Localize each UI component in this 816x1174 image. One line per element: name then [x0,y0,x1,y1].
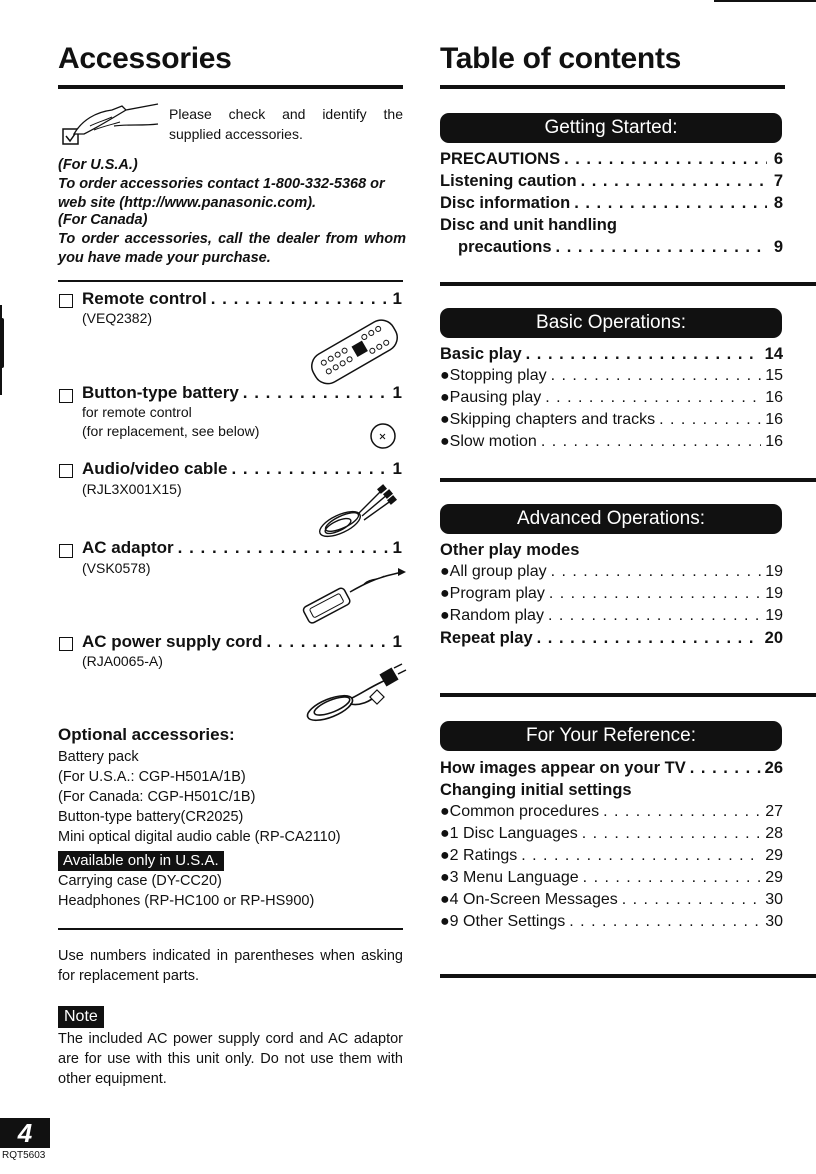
toc-entry-label: ●3 Menu Language [440,869,579,886]
toc-entry-label: ●Slow motion [440,433,537,450]
toc-entry-label: ●All group play [440,563,547,580]
item-model: (RJA0065-A) [82,653,163,669]
toc-entry[interactable] [440,345,783,364]
toc-entry-page: 16 [765,411,783,428]
item-model: (RJL3X001X15) [82,481,182,497]
toc-entry-page: 29 [765,869,783,886]
usa-only-item: Carrying case (DY-CC20) [58,873,222,889]
item-description: (for replacement, see below) [82,423,260,439]
item-qty: 1 [392,289,402,308]
toc-entry-label: Changing initial settings [440,781,632,799]
canada-order-text: To order accessories, call the dealer from whom you have made your purchase. [58,231,406,266]
toc-entry[interactable] [440,869,783,887]
toc-entry-label: PRECAUTIONS [440,150,561,168]
toc-entry[interactable] [440,891,783,909]
section-heading-getting-started: Getting Started: [440,113,782,143]
section-rule [440,478,816,482]
toc-entry[interactable] [440,367,783,385]
section-rule [440,974,816,978]
toc-entry-page: 30 [765,913,783,930]
ac-adaptor-icon [298,566,408,624]
toc-entry-label: ●Pausing play [440,389,542,406]
toc-entry[interactable] [440,759,783,778]
document-code: RQT5603 [2,1150,46,1161]
toc-entry-label: ●1 Disc Languages [440,825,578,842]
toc-entry-page: 9 [773,238,783,256]
item-model: (VEQ2382) [82,310,153,326]
toc-entry-label: Repeat play [440,629,533,647]
item-name: AC power supply cord [82,632,263,651]
toc-entry-label: How images appear on your TV [440,759,686,777]
usa-label: (For U.S.A.) [58,157,138,173]
title-rule [440,85,785,89]
optional-item: (For Canada: CGP-H501C/1B) [58,789,256,805]
toc-entry-page: 28 [765,825,783,842]
toc-entry[interactable] [458,238,783,257]
toc-entry-page: 6 [773,150,783,168]
toc-entry-label: ●2 Ratings [440,847,518,864]
item-button-battery [82,383,402,403]
toc-entry-page: 14 [764,345,783,363]
title-rule [58,85,403,89]
toc-entry-label: ●Skipping chapters and tracks [440,411,656,428]
item-qty: 1 [392,459,402,478]
toc-entry-page: 16 [765,389,783,406]
section-rule [440,693,816,697]
optional-accessories-title: Optional accessories: [58,725,235,744]
item-name: Remote control [82,289,207,308]
toc-entry[interactable] [440,194,783,213]
toc-entry[interactable] [440,433,783,451]
toc-entry[interactable] [440,913,783,931]
accessories-title: Accessories [58,42,232,75]
optional-item: Mini optical digital audio cable (RP-CA2110) [58,829,341,845]
toc-entry[interactable] [440,847,783,865]
toc-entry-label: ●Program play [440,585,545,602]
toc-entry-page: 27 [765,803,783,820]
section-heading-for-your-reference: For Your Reference: [440,721,782,751]
toc-entry-page: 20 [764,629,783,647]
toc-entry-label: precautions [458,238,552,256]
corner-mark [714,0,816,2]
optional-item: Button-type battery(CR2025) [58,809,244,825]
toc-entry-label: Disc and unit handling [440,216,617,234]
toc-entry[interactable] [440,389,783,407]
optional-item: Battery pack [58,749,139,765]
usa-order-text: To order accessories contact 1-800-332-5368 or web site (http://www.panasonic.com). [58,176,385,211]
toc-entry[interactable] [440,563,783,581]
usa-only-item: Headphones (RP-HC100 or RP-HS900) [58,893,315,909]
checkbox-remote-control[interactable] [59,294,73,308]
section-heading-basic-operations: Basic Operations: [440,308,782,338]
checkbox-ac-cord[interactable] [59,637,73,651]
ac-cord-icon [300,662,408,726]
note-badge: Note [58,1006,104,1028]
toc-entry-label: ●9 Other Settings [440,913,566,930]
binding-mark [0,305,2,395]
remote-control-icon [300,316,408,386]
checkbox-av-cable[interactable] [59,464,73,478]
item-ac-adaptor [82,538,402,558]
toc-entry-page: 7 [773,172,783,190]
item-name: Button-type battery [82,383,239,402]
toc-entry-label: ●Stopping play [440,367,547,384]
toc-entry[interactable] [440,825,783,843]
page-number: 4 [0,1118,50,1148]
item-qty: 1 [392,632,402,651]
toc-entry[interactable] [440,629,783,648]
toc-entry[interactable] [440,172,783,191]
toc-entry-page: 15 [765,367,783,384]
toc-entry-page: 26 [764,759,783,777]
av-cable-icon [312,484,404,540]
item-qty: 1 [392,383,402,402]
toc-entry[interactable] [440,541,783,560]
check-note: Please check and identify the supplied accessories. [169,106,403,142]
item-av-cable [82,459,402,479]
note-text: The included AC power supply cord and AC adaptor are for use with this unit only. Do not use them with other equipment. [58,1031,403,1087]
toc-entry-page: 19 [765,563,783,580]
toc-entry-page: 30 [765,891,783,908]
toc-entry-label: Other play modes [440,541,580,559]
toc-entry[interactable] [440,411,783,429]
checkbox-ac-adaptor[interactable] [59,544,73,558]
section-heading-advanced-operations: Advanced Operations: [440,504,782,534]
toc-title: Table of contents [440,42,682,75]
item-description: for remote control [82,404,192,420]
toc-entry-label: ●Common procedures [440,803,600,820]
item-qty: 1 [392,538,402,557]
toc-entry-label: Listening caution [440,172,577,190]
canada-label: (For Canada) [58,212,148,228]
toc-entry[interactable] [440,607,783,625]
toc-entry-label: Basic play [440,345,522,363]
toc-entry-page: 16 [765,433,783,450]
toc-entry-page: 19 [765,607,783,624]
toc-entry-label: ●Random play [440,607,544,624]
toc-entry-page: 19 [765,585,783,602]
replacement-parts-note: Use numbers indicated in parentheses when asking for replacement parts. [58,948,403,984]
toc-entry[interactable] [440,585,783,603]
hand-checkmark-icon [60,102,165,148]
item-name: Audio/video cable [82,459,228,478]
section-rule [58,928,403,930]
item-remote-control [82,289,402,309]
item-name: AC adaptor [82,538,174,557]
toc-entry-label: Disc information [440,194,571,212]
toc-entry-page: 8 [773,194,783,212]
usa-only-badge: Available only in U.S.A. [58,851,224,871]
toc-entry[interactable] [440,781,783,800]
checkbox-button-battery[interactable] [59,389,73,403]
toc-entry[interactable] [440,803,783,821]
toc-entry[interactable] [440,150,783,169]
toc-entry-page: 29 [765,847,783,864]
optional-item: (For U.S.A.: CGP-H501A/1B) [58,769,246,785]
section-rule [58,280,403,282]
section-rule [440,282,816,286]
toc-entry[interactable] [440,216,783,235]
item-model: (VSK0578) [82,560,151,576]
item-ac-cord [82,632,402,652]
battery-icon [369,422,397,450]
toc-entry-label: ●4 On-Screen Messages [440,891,618,908]
